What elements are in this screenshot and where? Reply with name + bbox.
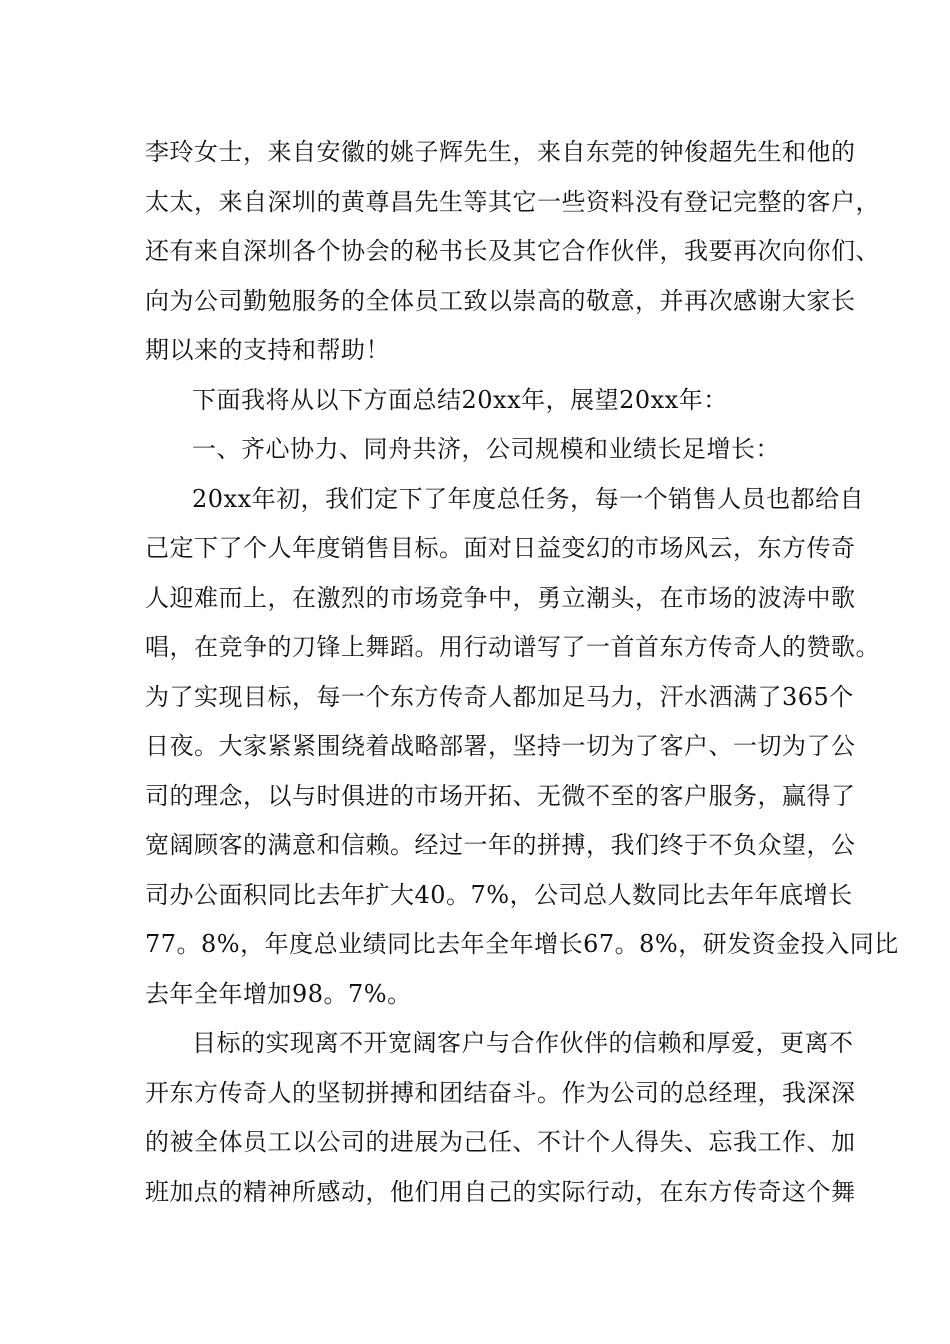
- text-line: 77。8%，年度总业绩同比去年全年增长67。8%，研发资金投入同比: [145, 930, 899, 958]
- text-line: 向为公司勤勉服务的全体员工致以崇高的敬意，并再次感谢大家长: [145, 286, 856, 315]
- text-line: 20xx年初，我们定下了年度总任务，每一个销售人员也都给自: [192, 484, 865, 513]
- text-line: 唱，在竞争的刀锋上舞蹈。用行动谱写了一首首东方传奇人的赞歌。: [145, 633, 880, 661]
- text-line: 己定下了个人年度销售目标。面对日益变幻的市场风云，东方传奇: [145, 534, 856, 562]
- text-line: 去年全年增加98。7%。: [145, 979, 412, 1008]
- text-line: 宽阔顾客的满意和信赖。经过一年的拼搏，我们终于不负众望，公: [145, 831, 856, 859]
- text-line: 下面我将从以下方面总结20xx年，展望20xx年：: [192, 385, 728, 414]
- text-line: 李玲女士，来自安徽的姚子辉先生，来自东莞的钟俊超先生和他的: [145, 138, 856, 166]
- paragraph-1: [145, 128, 880, 376]
- text-line: 目标的实现离不开宽阔客户与合作伙伴的信赖和厚爱，更离不: [192, 1029, 854, 1057]
- section-heading-1: [145, 425, 825, 475]
- paragraph-4: [145, 1019, 856, 1217]
- text-line: 为了实现目标，每一个东方传奇人都加足马力，汗水洒满了365个: [145, 682, 854, 711]
- text-line: 班加点的精神所感动，他们用自己的实际行动，在东方传奇这个舞: [145, 1177, 856, 1206]
- paragraph-3: [145, 475, 899, 1020]
- text-line: 太太，来自深圳的黄尊昌先生等其它一些资料没有登记完整的客户，: [145, 187, 880, 216]
- text-line: 日夜。大家紧紧围绕着战略部署，坚持一切为了客户、一切为了公: [145, 732, 856, 760]
- text-line: 司办公面积同比去年扩大40。7%，公司总人数同比去年年底增长: [145, 880, 853, 909]
- text-line: 一、齐心协力、同舟共济，公司规模和业绩长足增长：: [192, 435, 780, 463]
- text-line: 开东方传奇人的坚韧拼搏和团结奋斗。作为公司的总经理，我深深: [145, 1078, 856, 1107]
- text-line: 的被全体员工以公司的进展为己任、不计个人得失、忘我工作、加: [145, 1128, 856, 1156]
- text-line: 司的理念，以与时俱进的市场开拓、无微不至的客户服务，赢得了: [145, 781, 856, 810]
- paragraph-2: [145, 376, 825, 426]
- document-body: [145, 128, 899, 1217]
- text-line: 还有来自深圳各个协会的秘书长及其它合作伙伴，我要再次向你们、: [145, 237, 880, 265]
- text-line: 期以来的支持和帮助！: [145, 336, 390, 364]
- text-line: 人迎难而上，在激烈的市场竞争中，勇立潮头，在市场的波涛中歌: [145, 583, 856, 612]
